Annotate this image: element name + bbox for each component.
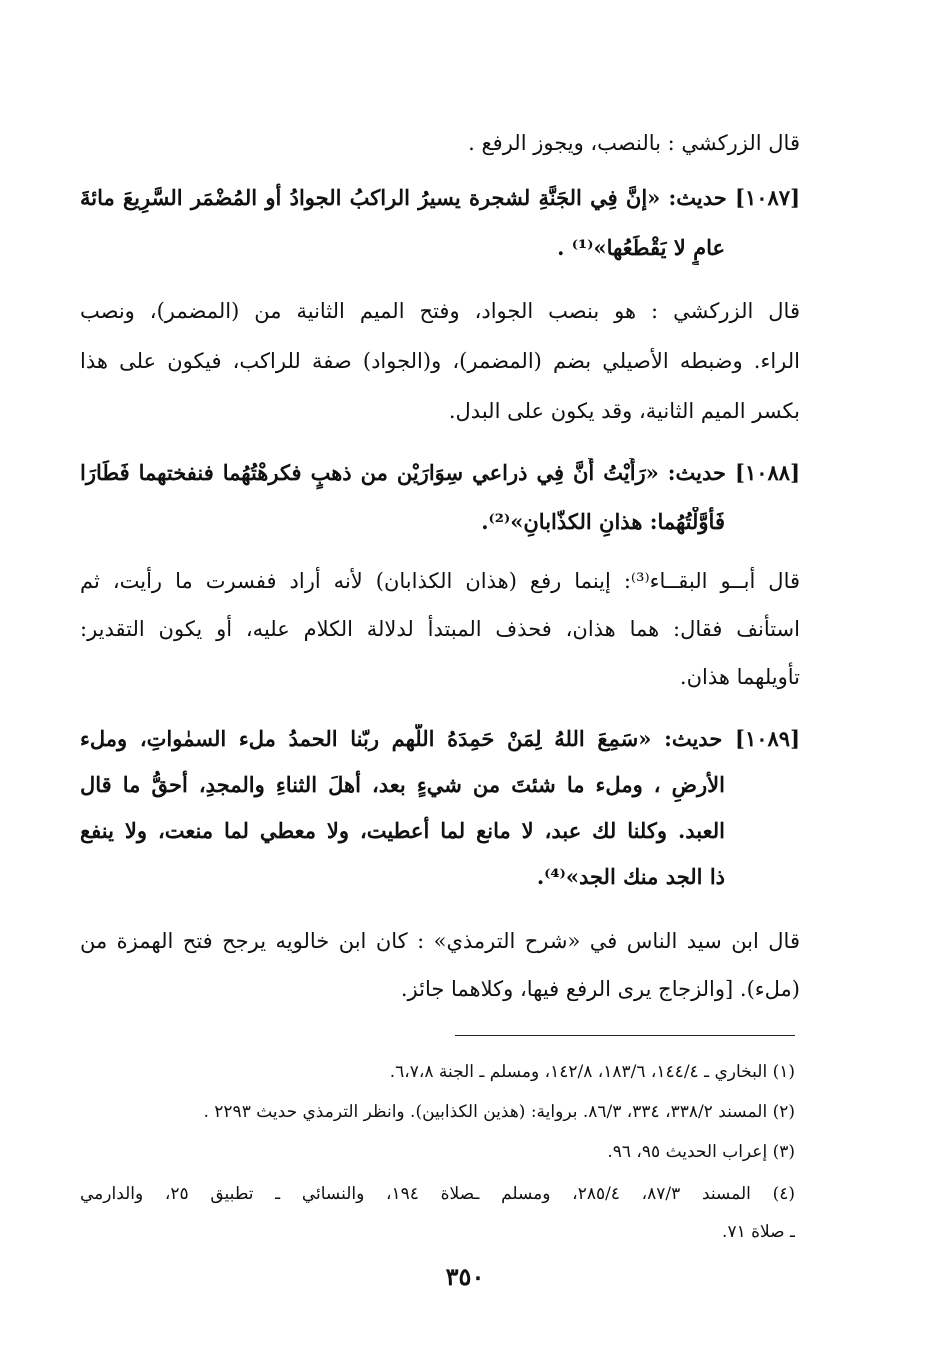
footnote-separator: [455, 1035, 795, 1036]
body-line: الراء. وضبطه الأصيلي بضم (المضمر)، و(الجواد) صفة للراكب، فيكون على هذا: [80, 349, 800, 373]
body-line: قال أبــو البقــاء⁽³⁾: إينما رفع (هذان الكذابان) لأنه أراد ففسرت ما رأيت، ثم: [80, 569, 800, 593]
body-line: (ملء). [والزجاج يرى الرفع فيها، وكلاهما جائز.: [400, 977, 800, 1001]
hadith-1089-line: ذا الجد منك الجد»⁽⁴⁾.: [536, 864, 725, 889]
body-line: قال ابن سيد الناس في «شرح الترمذي» : كان ابن خالويه يرجح فتح الهمزة من: [80, 929, 800, 953]
page-number: ٣٥٠: [445, 1262, 485, 1291]
hadith-1087-line: [١٠٨٧] حديث: «إنَّ فِي الجَنَّةِ لشجرة يسيرُ الراكبُ الجوادُ أو المُضْمَر السَّرِيعَ مائةَ: [80, 185, 800, 210]
body-line: بكسر الميم الثانية، وقد يكون على البدل.: [448, 399, 800, 423]
body-line: تأويلهما هذان.: [679, 665, 800, 689]
hadith-1088-line: [١٠٨٨] حديث: «رَأَيْتُ أَنَّ فِي ذراعي سِوَارَيْن من ذهبٍ فكرهْتُهُما فنفختهما فَطَارَا: [80, 460, 800, 485]
hadith-1089-line: الأرضِ ، وملء ما شئتَ من شيءٍ بعد، أهلَ الثناءِ والمجدِ، أحقُّ ما قال: [80, 772, 725, 797]
footnote-4-continuation: ـ صلاة ٧١.: [722, 1222, 795, 1242]
body-line: قال الزركشي : بالنصب، ويجوز الرفع .: [468, 131, 800, 155]
hadith-1089-line: العبد. وكلنا لك عبد، لا مانع لما أعطيت، ولا معطي لما منعت، ولا ينفع: [80, 818, 725, 843]
body-line: استأنف فقال: هما هذان، فحذف المبتدأ لدلالة الكلام عليه، أو يكون التقدير:: [80, 617, 800, 641]
footnote-3: (٣) إعراب الحديث ٩٥، ٩٦.: [607, 1142, 795, 1162]
hadith-1087-line: عامٍ لا يَقْطَعُها»⁽¹⁾ .: [557, 235, 725, 260]
body-line: قال الزركشي : هو بنصب الجواد، وفتح الميم الثانية من (المضمر)، ونصب: [80, 299, 800, 323]
footnote-1: (١) البخاري ـ ١٤٤/٤، ١٨٣/٦، ١٤٢/٨، ومسلم ـ الجنة ٦،٧،٨.: [389, 1062, 795, 1082]
footnote-4: (٤) المسند ٨٧/٣، ٢٨٥/٤، ومسلم ـصلاة ١٩٤، والنسائي ـ تطبيق ٢٥، والدارمي: [80, 1184, 795, 1204]
hadith-1089-line: [١٠٨٩] حديث: «سَمِعَ اللهُ لِمَنْ حَمِدَهُ اللّهم ربّنا الحمدُ ملء السمٰواتِ، وملء: [80, 726, 800, 751]
footnote-2: (٢) المسند ٣٣٨/٢، ٣٣٤، ٨٦/٣. برواية: (هذين الكذابين). وانظر الترمذي حديث ٢٢٩٣ .: [203, 1102, 795, 1122]
hadith-1088-line: فَأَوَّلْتُهُما: هذانِ الكذّابانِ»⁽²⁾.: [481, 509, 725, 534]
